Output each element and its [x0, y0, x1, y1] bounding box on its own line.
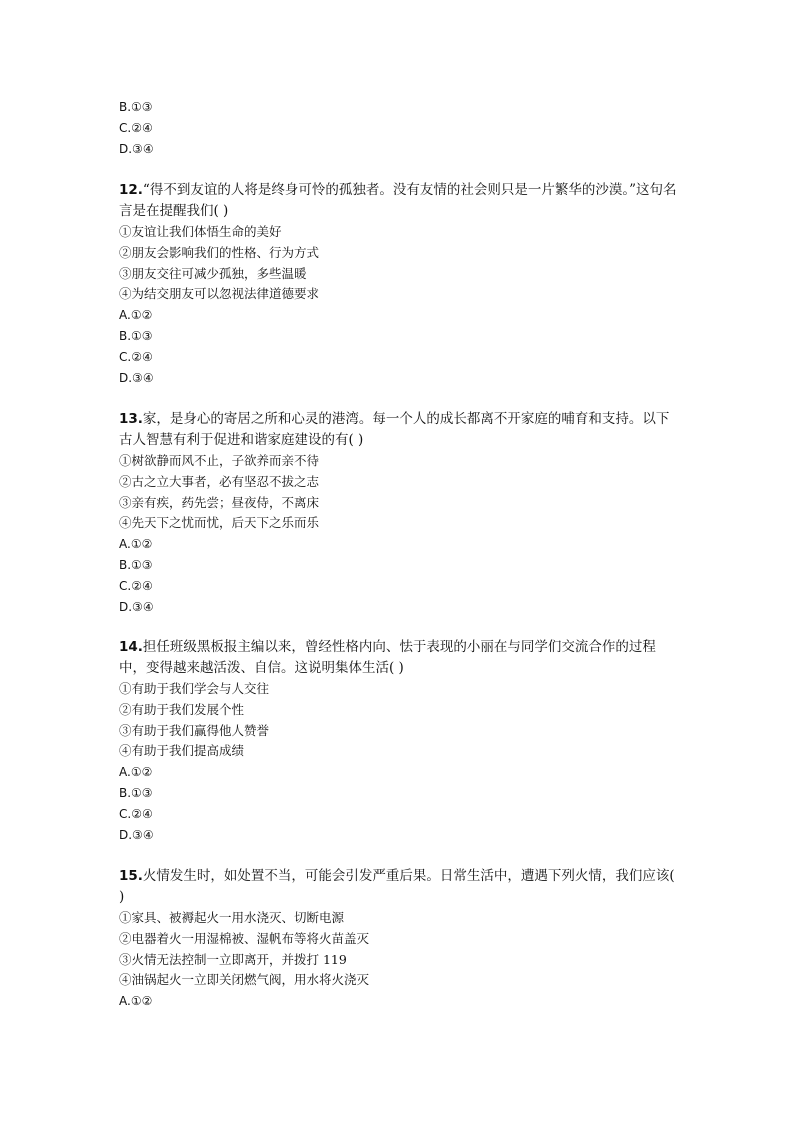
- question-13-number: 13.: [119, 411, 143, 427]
- question-15-number: 15.: [119, 868, 143, 884]
- option-a: A.①②: [119, 537, 153, 552]
- question-12: [119, 180, 679, 388]
- statement-1: ①友谊让我们体悟生命的美好: [119, 224, 282, 239]
- question-15: [119, 866, 679, 1012]
- statement-4: ④油锅起火一立即关闭燃气阀，用水将火浇灭: [119, 972, 370, 988]
- option-a: A.①②: [119, 308, 153, 323]
- option-b: B.①③: [119, 100, 153, 114]
- statement-4: ④先天下之忧而忧，后天下之乐而乐: [119, 515, 320, 531]
- statement-1: ①家具、被褥起火一用水浇灭、切断电源: [119, 910, 345, 925]
- question-15-stem: [119, 866, 679, 908]
- statement-1: ①有助于我们学会与人交往: [119, 681, 270, 696]
- option-b: B.①③: [119, 328, 153, 343]
- question-15-text: 火情发生时，如处置不当，可能会引发严重后果。日常生活中，遭遇下列火情，我们应该( ): [119, 868, 675, 905]
- question-12-stem: [119, 180, 679, 222]
- question-13: [119, 409, 679, 617]
- statement-4: ④为结交朋友可以忽视法律道德要求: [119, 286, 320, 302]
- option-d: D.③④: [119, 827, 154, 842]
- option-c: C.②④: [119, 349, 153, 364]
- top-options: [119, 97, 679, 159]
- question-12-text: “得不到友谊的人将是终身可怜的孤独者。没有友情的社会则只是一片繁华的沙漠。”这句名言是在提醒我们( ): [119, 182, 677, 219]
- question-13-stem: [119, 409, 679, 451]
- question-14-number: 14.: [119, 639, 143, 655]
- option-c: C.②④: [119, 120, 153, 135]
- option-b: B.①③: [119, 785, 153, 800]
- statement-2: ②有助于我们发展个性: [119, 701, 245, 717]
- option-d: D.③④: [119, 370, 154, 385]
- option-d: D.③④: [119, 141, 154, 156]
- statement-3: ③火情无法控制一立即离开，并拨打 119: [119, 951, 347, 967]
- option-c: C.②④: [119, 578, 153, 593]
- statement-3: ③有助于我们赢得他人赞誉: [119, 722, 270, 738]
- statement-2: ②朋友会影响我们的性格、行为方式: [119, 244, 320, 260]
- question-14-text: 担任班级黑板报主编以来，曾经性格内向、怯于表现的小丽在与同学们交流合作的过程中，变得越来越活泼、自信。这说明集体生活( ): [119, 639, 656, 676]
- statement-4: ④有助于我们提高成绩: [119, 743, 245, 759]
- question-12-number: 12.: [119, 182, 143, 198]
- question-14: [119, 637, 679, 845]
- option-d: D.③④: [119, 599, 154, 614]
- option-a: A.①②: [119, 994, 153, 1009]
- statement-3: ③朋友交往可减少孤独，多些温暖: [119, 265, 307, 281]
- statement-1: ①树欲静而风不止，子欲养而亲不待: [119, 453, 320, 468]
- statement-2: ②电器着火一用湿棉被、湿帆布等将火苗盖灭: [119, 930, 370, 946]
- option-b: B.①③: [119, 557, 153, 572]
- option-c: C.②④: [119, 806, 153, 821]
- question-14-stem: [119, 637, 679, 679]
- statement-3: ③亲有疾，药先尝；昼夜侍，不离床: [119, 494, 320, 510]
- statement-2: ②古之立大事者，必有坚忍不拔之志: [119, 473, 320, 489]
- question-13-text: 家，是身心的寄居之所和心灵的港湾。每一个人的成长都离不开家庭的哺育和支持。以下古人智慧有利于促进和谐家庭建设的有( ): [119, 411, 670, 448]
- option-a: A.①②: [119, 765, 153, 780]
